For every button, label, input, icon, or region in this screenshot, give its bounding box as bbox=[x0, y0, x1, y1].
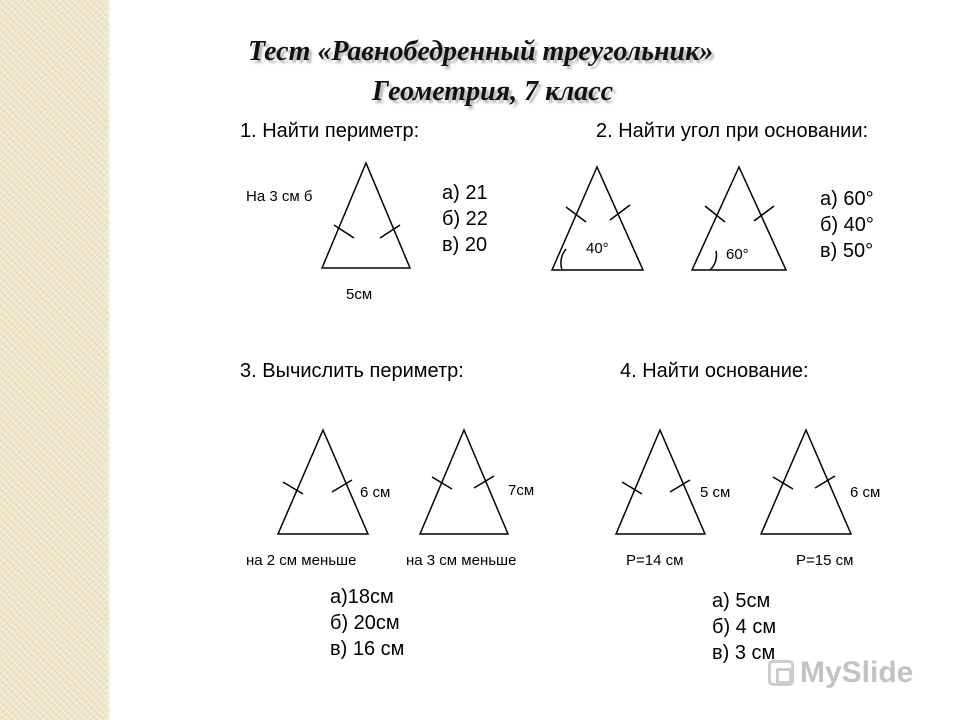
task4-question: 4. Найти основание: bbox=[620, 360, 809, 382]
task3-option-a[interactable]: а)18см bbox=[330, 586, 394, 608]
task1-option-a[interactable]: а) 21 bbox=[442, 182, 488, 204]
task1-triangle bbox=[322, 163, 410, 268]
myslide-logo-icon bbox=[768, 660, 794, 686]
task2-angle-left: 40° bbox=[586, 240, 609, 257]
task4-triangle-right bbox=[761, 430, 851, 534]
task3-triangle-left bbox=[278, 430, 368, 534]
task2-triangle-left bbox=[552, 167, 643, 270]
task3-option-c[interactable]: в) 16 см bbox=[330, 638, 405, 660]
watermark-text: MySlide bbox=[800, 656, 914, 689]
task4-tri1-side-label: 5 см bbox=[700, 484, 731, 501]
task2-triangle-right bbox=[692, 167, 786, 270]
task3-tri1-base-label: на 2 см меньше bbox=[246, 552, 357, 569]
task3-option-b[interactable]: б) 20см bbox=[330, 612, 400, 634]
task4-tri2-perimeter-label: P=15 см bbox=[796, 552, 854, 569]
task2-angle-arc-left bbox=[561, 249, 566, 270]
task4-left-tick-right bbox=[670, 480, 690, 492]
task2-angle-arc-right bbox=[710, 251, 716, 270]
task3-tri2-side-label: 7см bbox=[508, 482, 535, 499]
task3-question: 3. Вычислить периметр: bbox=[240, 360, 464, 382]
task3-tri2-base-label: на 3 см меньше bbox=[406, 552, 517, 569]
task4-option-c[interactable]: в) 3 см bbox=[712, 642, 776, 664]
task1-side-label: На 3 см б bbox=[246, 188, 313, 205]
task4-option-b[interactable]: б) 4 см bbox=[712, 616, 777, 638]
task1-option-c[interactable]: в) 20 bbox=[442, 234, 488, 256]
task1-option-b[interactable]: б) 22 bbox=[442, 208, 488, 230]
task2-option-a[interactable]: а) 60° bbox=[820, 188, 874, 210]
task4-triangle-left bbox=[616, 430, 705, 534]
task2-option-c[interactable]: в) 50° bbox=[820, 240, 874, 262]
task4-tri2-side-label: 6 см bbox=[850, 484, 881, 501]
task3-right-tick-left bbox=[432, 477, 452, 489]
task4-option-a[interactable]: а) 5см bbox=[712, 590, 771, 612]
task1-base-label: 5см bbox=[346, 286, 373, 303]
test-subtitle: Геометрия, 7 класс bbox=[372, 76, 614, 107]
task1-question: 1. Найти периметр: bbox=[240, 120, 420, 142]
task2-question: 2. Найти угол при основании: bbox=[596, 120, 869, 142]
task4-tri1-perimeter-label: P=14 см bbox=[626, 552, 684, 569]
task2-angle-right: 60° bbox=[726, 246, 749, 263]
test-title: Тест «Равнобедренный треугольник» bbox=[248, 36, 714, 67]
task4-right-tick-right bbox=[815, 476, 835, 488]
task3-tri1-side-label: 6 см bbox=[360, 484, 391, 501]
task4-right-tick-left bbox=[773, 477, 793, 489]
task4-left-tick-left bbox=[622, 482, 642, 494]
myslide-watermark bbox=[768, 656, 913, 690]
task3-triangle-right bbox=[420, 430, 508, 534]
task2-option-b[interactable]: б) 40° bbox=[820, 214, 874, 236]
task2-left-tick-left bbox=[566, 207, 586, 222]
